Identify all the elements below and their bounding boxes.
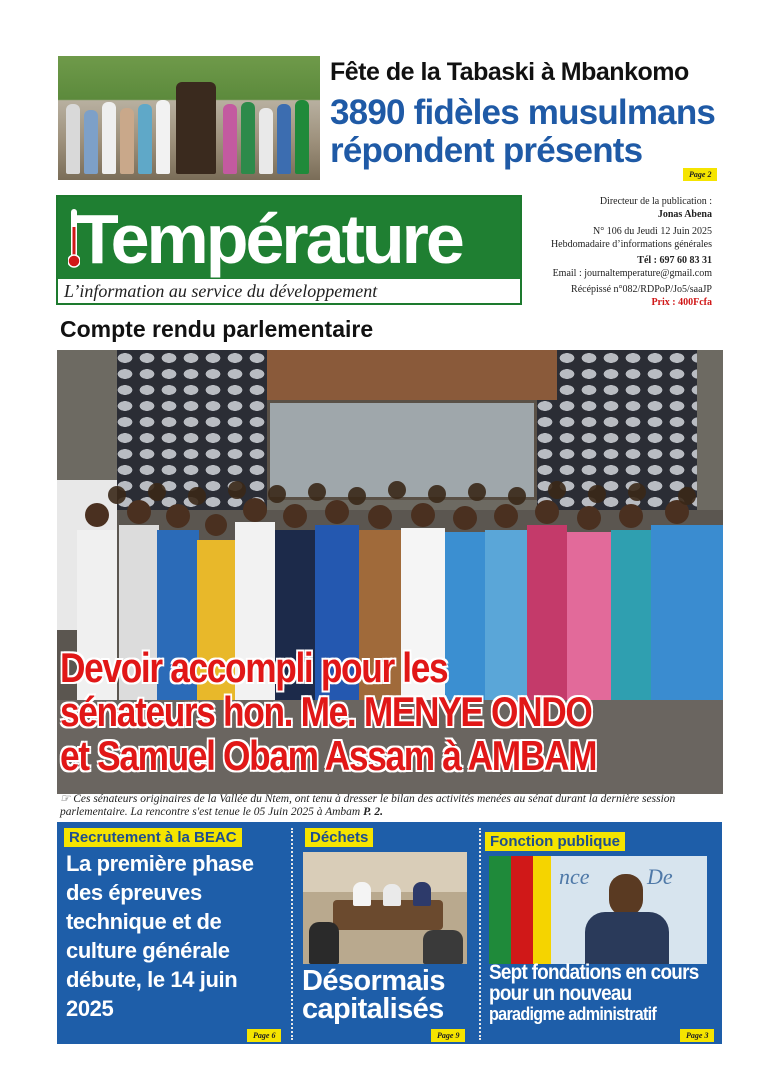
fonction-publique-headline-line: pour un nouveau (489, 982, 632, 1005)
teaser-kicker: Fête de la Tabaski à Mbankomo (330, 58, 689, 86)
beac-headline-line: 2025 (66, 996, 114, 1021)
dechets-headline-line: capitalisés (302, 993, 444, 1025)
beac-headline-line: La première phase (66, 851, 254, 876)
photo-figure (102, 102, 116, 174)
column-divider (479, 828, 481, 1040)
publication-info (530, 196, 712, 309)
beac-kicker: Recrutement à la BEAC (64, 828, 242, 847)
director-label: Directeur de la publication : (599, 196, 712, 207)
photo-figure (120, 108, 134, 174)
dechets-headline-line: Désormais (302, 965, 445, 997)
beac-headline-line: culture générale (66, 938, 230, 963)
dechets-page-tag[interactable]: Page 9 (431, 1029, 465, 1042)
photo-figure (66, 104, 80, 174)
issue-number: N° 106 du Jeudi 12 Juin 2025 (593, 226, 712, 237)
photo-imam (176, 82, 216, 174)
caption-text: Ces sénateurs originaires de la Vallée du Ntem, ont tenu à dresser le bilan des activités menées au sénat durant la dernière session parlementaire. La rencontre s'est tenue le 05 Juin 2025 à Ambam (60, 793, 676, 818)
main-headline[interactable] (60, 646, 648, 778)
photo-figure (138, 104, 152, 174)
photo-figure (295, 100, 309, 174)
price: Prix : 400Fcfa (651, 296, 712, 308)
photo-figure (223, 104, 237, 174)
receipt: Récépissé n°082/RDPoP/Jo5/saaJP (571, 284, 712, 295)
beac-page-tag[interactable]: Page 6 (247, 1029, 281, 1042)
phone: Tél : 697 60 83 31 (637, 255, 712, 266)
column-divider (291, 828, 293, 1040)
tabaski-photo (58, 56, 320, 180)
beac-headline-line: technique et de (66, 909, 222, 934)
email: Email : journaltemperature@gmail.com (552, 267, 712, 279)
masthead-title: Température (76, 200, 462, 278)
pointing-hand-icon: ☞ (60, 793, 71, 805)
main-headline-line: sénateurs hon. Me. MENYE ONDO (60, 688, 592, 735)
fonction-publique-photo: De nce (489, 856, 707, 964)
photo-figure (156, 100, 170, 174)
director-name: Jonas Abena (657, 208, 712, 220)
masthead-banner (58, 197, 520, 279)
bottom-band (57, 822, 722, 1044)
frequency: Hebdomadaire d’informations générales (550, 238, 712, 250)
photo-figure (84, 110, 98, 174)
photo-figure (241, 102, 255, 174)
teaser-headline-line: répondent présents (330, 131, 643, 170)
main-headline-line: et Samuel Obam Assam à AMBAM (60, 732, 597, 779)
main-headline-line: Devoir accompli pour les (60, 644, 448, 691)
masthead (56, 195, 522, 305)
dechets-headline[interactable] (302, 967, 445, 1023)
fonction-publique-headline-line: Sept fondations en cours (489, 961, 699, 984)
dechets-kicker: Déchets (305, 828, 373, 847)
photo-figure (259, 108, 273, 174)
beac-headline-line: des épreuves (66, 880, 202, 905)
photo-roof (267, 350, 557, 400)
caption-page-ref[interactable]: P. 2. (363, 806, 384, 818)
fonction-publique-kicker: Fonction publique (485, 832, 625, 851)
photo-figure (277, 104, 291, 174)
fonction-publique-page-tag[interactable]: Page 3 (680, 1029, 714, 1042)
masthead-slogan: L’information au service du développement (64, 281, 378, 301)
main-caption (60, 793, 722, 819)
beac-headline-line: débute, le 14 juin (66, 967, 238, 992)
teaser-page-tag[interactable]: Page 2 (683, 168, 717, 181)
section-title: Compte rendu parlementaire (60, 316, 374, 342)
teaser-headline[interactable] (330, 94, 715, 170)
fonction-publique-headline-line: paradigme administratif (489, 1004, 657, 1024)
fonction-publique-headline[interactable] (489, 962, 699, 1025)
teaser-headline-line: 3890 fidèles musulmans (330, 93, 716, 132)
beac-headline[interactable] (66, 849, 254, 1023)
dechets-photo (303, 852, 467, 964)
